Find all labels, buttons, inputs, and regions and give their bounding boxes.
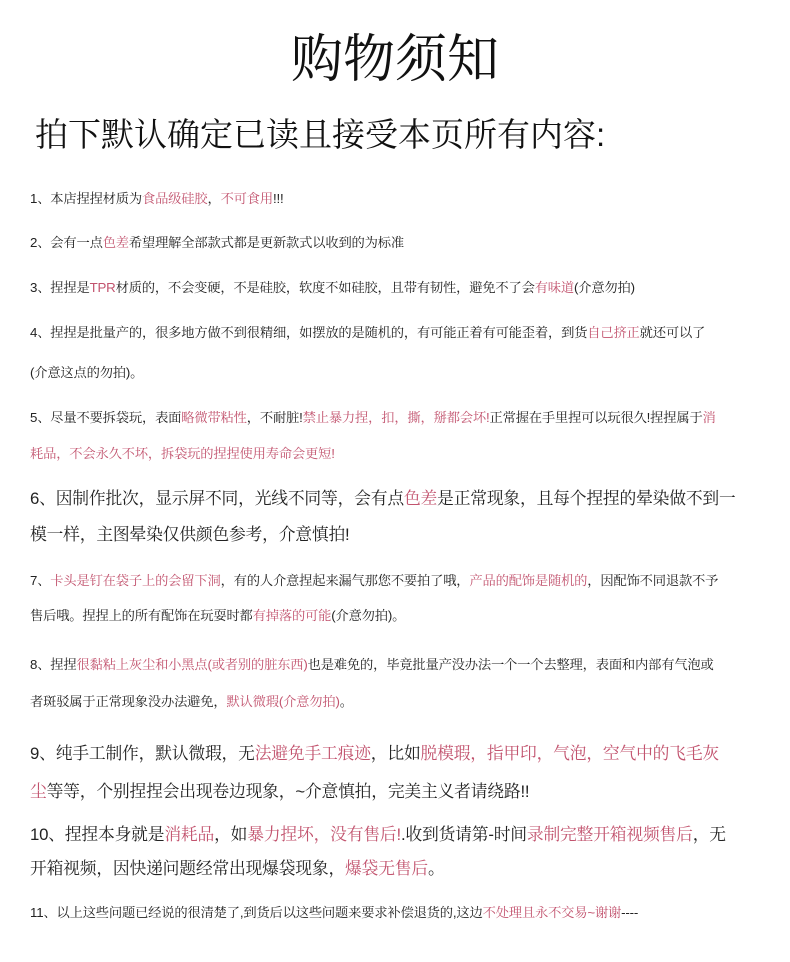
highlighted-text: 爆袋无售后: [345, 859, 428, 878]
highlighted-text: 食品级硅胶: [141, 191, 208, 206]
highlighted-text: 禁止暴力捏，扣，撕，掰都会坏!: [302, 410, 490, 425]
notice-text: ，如: [214, 825, 248, 844]
notice-item-9-line: [30, 778, 529, 802]
notice-text: 材质的，不会变硬，不是硅胶，软度不如硅胶，且带有韧性，避免不了会: [115, 280, 535, 295]
notice-text: ，不耐脏!: [246, 410, 303, 425]
notice-text: ，: [207, 191, 221, 206]
highlighted-text: TPR: [89, 280, 116, 295]
highlighted-text: 自己挤正: [587, 325, 640, 340]
notice-item-4-line: [30, 322, 705, 341]
notice-item-10-line: [30, 855, 445, 879]
notice-text: 8、捏捏: [30, 657, 77, 672]
notice-text: 就还可以了: [639, 325, 706, 340]
notice-item-8-line: [30, 654, 714, 673]
highlighted-text: 有味道: [534, 280, 574, 295]
notice-item-6-line: [30, 485, 736, 509]
notice-text: 5、尽量不要拆袋玩，表面: [30, 410, 182, 425]
notice-text: 是正常现象，且每个捏捏的晕染做不到一: [437, 489, 736, 508]
notice-text: ----: [621, 905, 639, 920]
highlighted-text: 暴力捏坏，没有售后!: [247, 825, 401, 844]
notice-text: !!!: [272, 191, 284, 206]
notice-text: 正常握在手里捏可以玩很久!捏捏属于: [489, 410, 703, 425]
highlighted-text: 耗品，不会永久不坏，拆袋玩的捏捏使用寿命会更短!: [30, 446, 335, 461]
notice-item-8-line: [30, 691, 353, 710]
notice-text: 6、因制作批次，显示屏不同，光线不同等，会有点: [30, 489, 404, 508]
highlighted-text: 消: [702, 410, 716, 425]
highlighted-text: 脱模瑕，指甲印，气泡，空气中的飞毛灰: [420, 744, 719, 763]
notice-text: 开箱视频，因快递问题经常出现爆袋现象，: [30, 859, 346, 878]
notice-item-4-line: [30, 362, 143, 381]
highlighted-text: 产品的配饰是随机的: [469, 573, 588, 588]
notice-item-11-line: [30, 902, 638, 921]
notice-text: .收到货请第-时间: [400, 825, 527, 844]
notice-item-2-line: [30, 232, 404, 251]
notice-text: ，无: [692, 825, 726, 844]
notice-text: 10、捏捏本身就是: [30, 825, 165, 844]
highlighted-text: 法避免手工痕迹: [254, 744, 371, 763]
notice-text: 2、会有一点: [30, 235, 103, 250]
notice-text: 希望理解全部款式都是更新款式以收到的为标准: [128, 235, 404, 250]
notice-text: ，有的人介意捏起来漏气那您不要拍了哦，: [220, 573, 470, 588]
notice-text: 模一样，主图晕染仅供颜色参考，介意慎拍!: [30, 525, 350, 544]
notice-item-10-line: [30, 821, 726, 845]
highlighted-text: 略微带粘性: [181, 410, 247, 425]
notice-item-9-line: [30, 740, 719, 764]
notice-text: 7、: [30, 573, 51, 588]
highlighted-text: 录制完整开箱视频售后: [526, 825, 693, 844]
notice-text: ，因配饰不同退款不予: [587, 573, 719, 588]
notice-text: 3、捏捏是: [30, 280, 90, 295]
highlighted-text: 默认微瑕(介意勿拍): [226, 694, 340, 709]
highlighted-text: 有掉落的可能: [252, 608, 332, 623]
notice-text: ，比如: [370, 744, 421, 763]
notice-item-7-line: [30, 605, 405, 624]
notice-text: (介意勿拍)。: [331, 608, 406, 623]
highlighted-text: 卡头是钉在袋子上的会留下洞: [50, 573, 221, 588]
highlighted-text: 消耗品: [164, 825, 215, 844]
highlighted-text: 很黏粘上灰尘和小黑点(或者别的脏东西): [76, 657, 308, 672]
notice-text: (介意这点的勿拍)。: [30, 365, 144, 380]
notice-text: 者斑驳属于正常现象没办法避免，: [30, 694, 227, 709]
page-title: 购物须知: [290, 31, 499, 89]
highlighted-text: 色差: [403, 489, 438, 508]
notice-text: 1、本店捏捏材质为: [30, 191, 142, 206]
notice-text: 9、纯手工制作，默认微瑕，无: [30, 744, 255, 763]
notice-item-7-line: [30, 570, 718, 589]
notice-text: 售后哦。捏捏上的所有配饰在玩耍时都: [30, 608, 253, 623]
notice-text: 。: [339, 694, 353, 709]
notice-text: 。: [427, 859, 445, 878]
highlighted-text: 尘: [30, 782, 47, 801]
notice-text: 也是难免的，毕竟批量产没办法一个一个去整理，表面和内部有气泡或: [307, 657, 714, 672]
page-subtitle: 拍下默认确定已读且接受本页所有内容:: [35, 116, 606, 153]
notice-text: 11、以上这些问题已经说的很清楚了,到货后以这些问题来要求补偿退货的,这边: [30, 905, 483, 920]
notice-item-5-line: [30, 443, 335, 462]
notice-item-5-line: [30, 407, 716, 426]
notice-text: 等等，个别捏捏会出现卷边现象，~介意慎拍，完美主义者请绕路!!: [46, 782, 530, 801]
notice-text: 4、捏捏是批量产的，很多地方做不到很精细，如摆放的是随机的，有可能正着有可能歪着，到货: [30, 325, 588, 340]
notice-item-1-line: [30, 188, 283, 207]
notice-item-3-line: [30, 277, 635, 296]
notice-text: (介意勿拍): [574, 280, 635, 295]
highlighted-text: 不处理且永不交易~谢谢: [482, 905, 622, 920]
notice-item-6-line: [30, 521, 350, 545]
highlighted-text: 不可食用: [220, 191, 273, 206]
highlighted-text: 色差: [102, 235, 129, 250]
